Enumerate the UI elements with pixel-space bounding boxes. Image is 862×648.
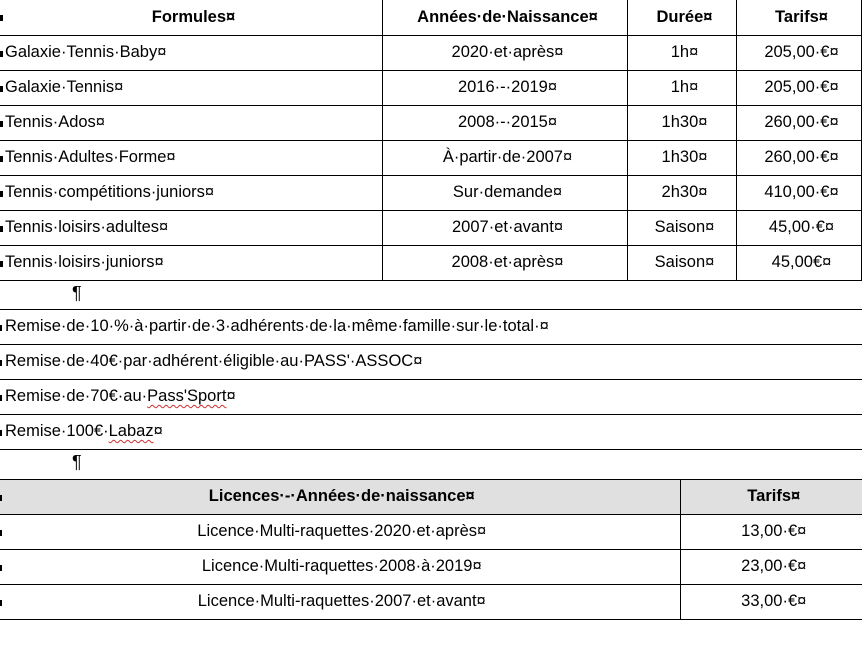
table-row (0, 245, 862, 280)
cell-text: 260,00·€¤ (764, 148, 839, 166)
cell-formule[interactable] (0, 140, 383, 175)
cell-annees[interactable] (383, 70, 628, 105)
table-row (0, 514, 862, 549)
cell-licence[interactable] (0, 584, 680, 619)
cell-text: Tennis·loisirs·juniors¤ (5, 253, 164, 271)
cell-text: 2008·et·après¤ (451, 253, 564, 271)
table-row (0, 70, 862, 105)
cell-text: À·partir·de·2007¤ (442, 148, 573, 166)
row-end-mark (0, 121, 3, 127)
row-end-mark (0, 156, 3, 162)
cell-tarif[interactable] (737, 245, 862, 280)
cell-text: Licence·Multi-raquettes·2008·à·2019¤ (201, 557, 482, 575)
remise-row (0, 414, 862, 449)
cell-text: 260,00·€¤ (764, 113, 839, 131)
cell-tarif[interactable] (737, 175, 862, 210)
cell-end-mark: ¤ (226, 387, 236, 405)
cell-duree[interactable] (628, 70, 737, 105)
header-licences[interactable] (0, 479, 680, 514)
row-end-mark (0, 600, 2, 606)
remise-pass-assoc[interactable] (0, 344, 862, 379)
cell-licence[interactable] (0, 514, 680, 549)
cell-text: 205,00·€¤ (764, 43, 839, 61)
header-duree[interactable] (628, 0, 737, 35)
table-row (0, 584, 862, 619)
cell-text: 1h30¤ (661, 148, 708, 166)
table-row (0, 35, 862, 70)
cell-annees[interactable] (383, 105, 628, 140)
cell-tarif[interactable] (737, 70, 862, 105)
cell-duree[interactable] (628, 245, 737, 280)
remise-labaz[interactable] (0, 414, 862, 449)
cell-formule[interactable] (0, 175, 383, 210)
pilcrow-mark: ¶ (72, 451, 82, 472)
remises-table (0, 309, 862, 450)
cell-text: Sur·demande¤ (452, 183, 563, 201)
cell-text: 23,00·€¤ (741, 557, 807, 575)
cell-tarif[interactable] (680, 584, 862, 619)
cell-text: 2008·-·2015¤ (457, 113, 558, 131)
cell-tarif[interactable] (737, 210, 862, 245)
cell-text: 45,00€¤ (771, 253, 832, 271)
cell-tarif[interactable] (737, 105, 862, 140)
header-tarifs-text: Tarifs¤ (775, 7, 828, 26)
cell-end-mark: ¤ (153, 422, 163, 440)
tarifs-table (0, 0, 862, 281)
row-end-mark (0, 430, 2, 436)
cell-duree[interactable] (628, 210, 737, 245)
cell-duree[interactable] (628, 140, 737, 175)
cell-annees[interactable] (383, 245, 628, 280)
cell-text: 2020·et·après¤ (451, 43, 564, 61)
cell-text: Saison¤ (654, 253, 715, 271)
remise-famille[interactable] (0, 309, 862, 344)
row-end-mark (0, 15, 3, 21)
cell-text: Saison¤ (654, 218, 715, 236)
header-tarifs-text: Tarifs¤ (747, 487, 801, 505)
table-row (0, 175, 862, 210)
header-annees[interactable] (383, 0, 628, 35)
remise-text: Remise·100€· (5, 422, 109, 440)
header-formules[interactable] (0, 0, 383, 35)
cell-text: Tennis·loisirs·adultes¤ (5, 218, 169, 236)
cell-text: 33,00·€¤ (741, 592, 807, 610)
pilcrow-mark: ¶ (72, 282, 82, 303)
row-end-mark (0, 325, 2, 331)
cell-formule[interactable] (0, 210, 383, 245)
cell-tarif[interactable] (737, 140, 862, 175)
row-end-mark (0, 495, 2, 501)
empty-paragraph[interactable] (0, 281, 862, 309)
cell-formule[interactable] (0, 35, 383, 70)
remise-row (0, 309, 862, 344)
remise-pass-sport[interactable] (0, 379, 862, 414)
cell-text: Tennis·compétitions·juniors¤ (5, 183, 215, 201)
cell-text: 45,00·€¤ (768, 218, 835, 236)
header-duree-text: Durée¤ (656, 7, 713, 26)
cell-text: 2h30¤ (661, 183, 708, 201)
remise-text: Remise·de·40€·par·adhérent·éligible·au·PASS'·ASSOC¤ (5, 352, 423, 370)
spellcheck-word[interactable]: Labaz (108, 422, 154, 440)
remise-row (0, 379, 862, 414)
row-end-mark (0, 51, 3, 57)
cell-text: 2016·-·2019¤ (457, 78, 558, 96)
cell-formule[interactable] (0, 105, 383, 140)
cell-annees[interactable] (383, 140, 628, 175)
table-row (0, 210, 862, 245)
cell-tarif[interactable] (737, 35, 862, 70)
cell-tarif[interactable] (680, 549, 862, 584)
header-tarifs[interactable] (680, 479, 862, 514)
remise-row (0, 344, 862, 379)
cell-annees[interactable] (383, 35, 628, 70)
cell-text: 410,00·€¤ (764, 183, 839, 201)
row-end-mark (0, 191, 3, 197)
cell-text: 2007·et·avant¤ (452, 218, 563, 236)
spellcheck-word[interactable]: Pass'Sport (147, 387, 227, 405)
row-end-mark (0, 226, 3, 232)
cell-text: Tennis·Ados¤ (5, 113, 105, 131)
table-row (0, 105, 862, 140)
licences-table (0, 479, 862, 620)
table-row (0, 549, 862, 584)
header-annees-text: Années·de·Naissance¤ (417, 7, 598, 26)
table-row (0, 140, 862, 175)
cell-text: 1h¤ (670, 78, 699, 96)
cell-duree[interactable] (628, 105, 737, 140)
cell-annees[interactable] (383, 210, 628, 245)
cell-text: 1h¤ (670, 43, 699, 61)
row-end-mark (0, 565, 2, 571)
cell-text: 13,00·€¤ (741, 522, 807, 540)
row-end-mark (0, 395, 2, 401)
tarifs-header-row (0, 0, 862, 35)
cell-formule[interactable] (0, 245, 383, 280)
row-end-mark (0, 360, 2, 366)
cell-text: Licence·Multi-raquettes·2007·et·avant¤ (197, 592, 486, 610)
row-end-mark (0, 86, 3, 92)
cell-text: 205,00·€¤ (764, 78, 839, 96)
cell-licence[interactable] (0, 549, 680, 584)
row-end-mark (0, 530, 2, 536)
cell-duree[interactable] (628, 35, 737, 70)
cell-text: Galaxie·Tennis¤ (5, 78, 124, 96)
licences-header-row (0, 479, 862, 514)
cell-formule[interactable] (0, 70, 383, 105)
cell-duree[interactable] (628, 175, 737, 210)
remise-text: Remise·de·10·%·à·partir·de·3·adhérents·de·la·même·famille·sur·le·total·¤ (5, 317, 549, 335)
cell-text: Galaxie·Tennis·Baby¤ (5, 43, 167, 61)
row-end-mark (0, 261, 3, 267)
remise-text: Remise·de·70€·au· (5, 387, 148, 405)
cell-text: 1h30¤ (661, 113, 708, 131)
cell-annees[interactable] (383, 175, 628, 210)
header-licences-text: Licences·-·Années·de·naissance¤ (208, 487, 475, 505)
empty-paragraph[interactable] (0, 450, 862, 479)
cell-tarif[interactable] (680, 514, 862, 549)
cell-text: Licence·Multi-raquettes·2020·et·après¤ (197, 522, 487, 540)
cell-text: Tennis·Adultes·Forme¤ (5, 148, 176, 166)
header-formules-text: Formules¤ (151, 7, 236, 26)
header-tarifs[interactable] (737, 0, 862, 35)
